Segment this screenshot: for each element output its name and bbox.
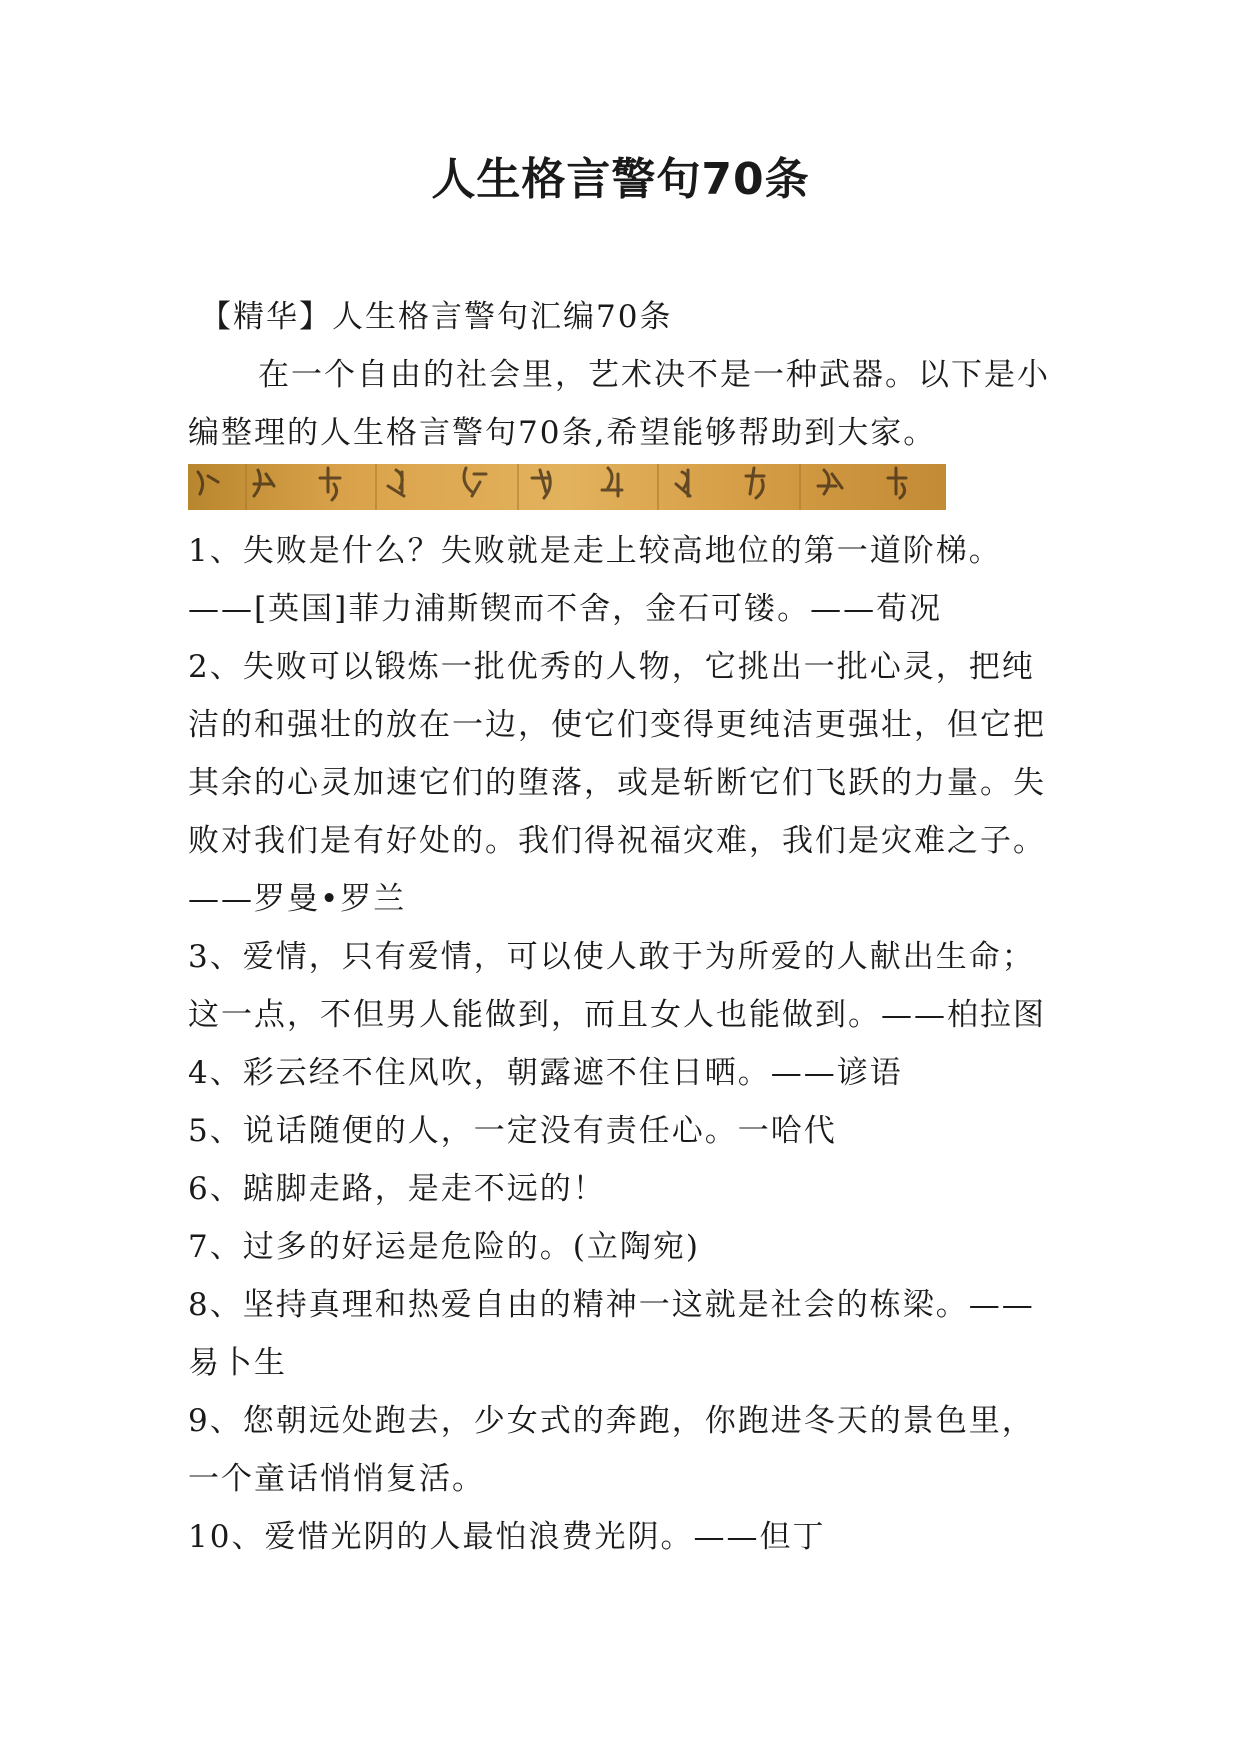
quote-line: 一个童话悄悄复活。 <box>188 1461 485 1497</box>
intro-paragraph-line: 在一个自由的社会里，艺术决不是一种武器。以下是小 <box>258 357 1050 393</box>
quote-line: 败对我们是有好处的。我们得祝福灾难，我们是灾难之子。 <box>188 823 1046 859</box>
quote-line: 2、失败可以锻炼一批优秀的人物，它挑出一批心灵，把纯 <box>188 649 1035 685</box>
document-body <box>188 288 1088 1566</box>
quote-line: 8、坚持真理和热爱自由的精神一这就是社会的栋梁。—— <box>188 1287 1035 1323</box>
quote-line: ——罗曼•罗兰 <box>188 881 407 917</box>
quote-line: 其余的心灵加速它们的堕落，或是斩断它们飞跃的力量。失 <box>188 765 1046 801</box>
quote-line: 9、您朝远处跑去，少女式的奔跑，你跑进冬天的景色里， <box>188 1403 1035 1439</box>
quote-line: 7、过多的好运是危险的。(立陶宛) <box>188 1229 700 1265</box>
quote-line: 这一点，不但男人能做到，而且女人也能做到。——柏拉图 <box>188 997 1046 1033</box>
quote-line: 10、爱惜光阴的人最怕浪费光阴。——但丁 <box>188 1519 826 1555</box>
calligraphy-scroll-image <box>188 464 946 510</box>
quote-line: 6、踮脚走路，是走不远的！ <box>188 1171 606 1207</box>
quote-line: 1、失败是什么？失败就是走上较高地位的第一道阶梯。 <box>188 533 1002 569</box>
document-subtitle: 【精华】人生格言警句汇编70条 <box>200 299 673 335</box>
intro-paragraph-line: 编整理的人生格言警句70条,希望能够帮助到大家。 <box>188 415 937 451</box>
quote-line: 3、爱情，只有爱情，可以使人敢于为所爱的人献出生命； <box>188 939 1035 975</box>
quote-line: 易卜生 <box>188 1345 287 1381</box>
quote-line: 5、说话随便的人，一定没有责任心。一哈代 <box>188 1113 837 1149</box>
document-title: 人生格言警句70条 <box>431 154 810 205</box>
quote-line: 4、彩云经不住风吹，朝露遮不住日晒。——谚语 <box>188 1055 903 1091</box>
quote-line: ——[英国]菲力浦斯锲而不舍，金石可镂。——荀况 <box>188 591 943 627</box>
quote-line: 洁的和强壮的放在一边，使它们变得更纯洁更强壮，但它把 <box>188 707 1046 743</box>
